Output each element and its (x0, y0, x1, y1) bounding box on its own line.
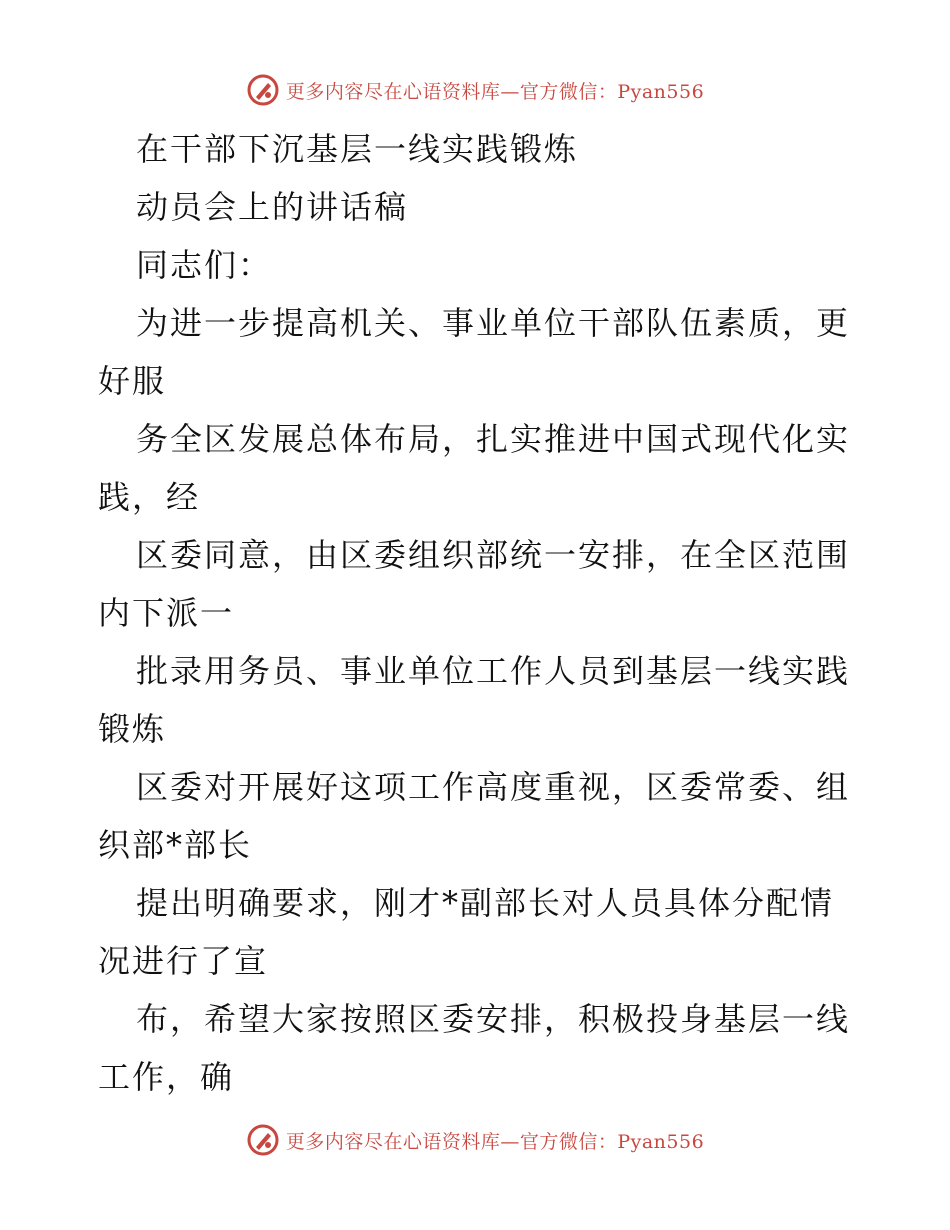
watermark-banner-bottom (0, 1120, 950, 1160)
document-body (98, 120, 858, 1106)
paragraph-line: 工作，确 (98, 1058, 235, 1096)
paragraph-line: 提出明确要求，刚才*副部长对人员具体分配情 (136, 884, 835, 922)
pen-nib-circle-icon (246, 1123, 280, 1157)
paragraph-line: 区委对开展好这项工作高度重视，区委常委、组 (136, 768, 851, 806)
pen-nib-circle-icon (246, 73, 280, 107)
salutation: 同志们： (136, 246, 273, 284)
paragraph-line: 批录用务员、事业单位工作人员到基层一线实践 (136, 652, 851, 690)
paragraph-line: 为进一步提高机关、事业单位干部队伍素质，更 (136, 304, 851, 342)
paragraph-line: 区委同意，由区委组织部统一安排，在全区范围 (136, 536, 851, 574)
watermark-banner-top (0, 70, 950, 110)
paragraph-line: 务全区发展总体布局，扎实推进中国式现代化实 (136, 420, 851, 458)
paragraph-line: 织部*部长 (98, 826, 253, 864)
paragraph-line: 内下派一 (98, 594, 235, 632)
watermark-text: 更多内容尽在心语资料库—官方微信：Pyan556 (285, 80, 705, 103)
paragraph-line: 好服 (98, 362, 167, 400)
paragraph-line: 锻炼 (98, 710, 167, 748)
paragraph-line: 践，经 (98, 478, 201, 516)
document-title-line-1: 在干部下沉基层一线实践锻炼 (136, 130, 579, 168)
document-title-line-2: 动员会上的讲话稿 (136, 188, 409, 226)
watermark-text: 更多内容尽在心语资料库—官方微信：Pyan556 (285, 1130, 705, 1153)
paragraph-line: 布，希望大家按照区委安排，积极投身基层一线 (136, 1000, 851, 1038)
paragraph-line: 况进行了宣 (98, 942, 269, 980)
